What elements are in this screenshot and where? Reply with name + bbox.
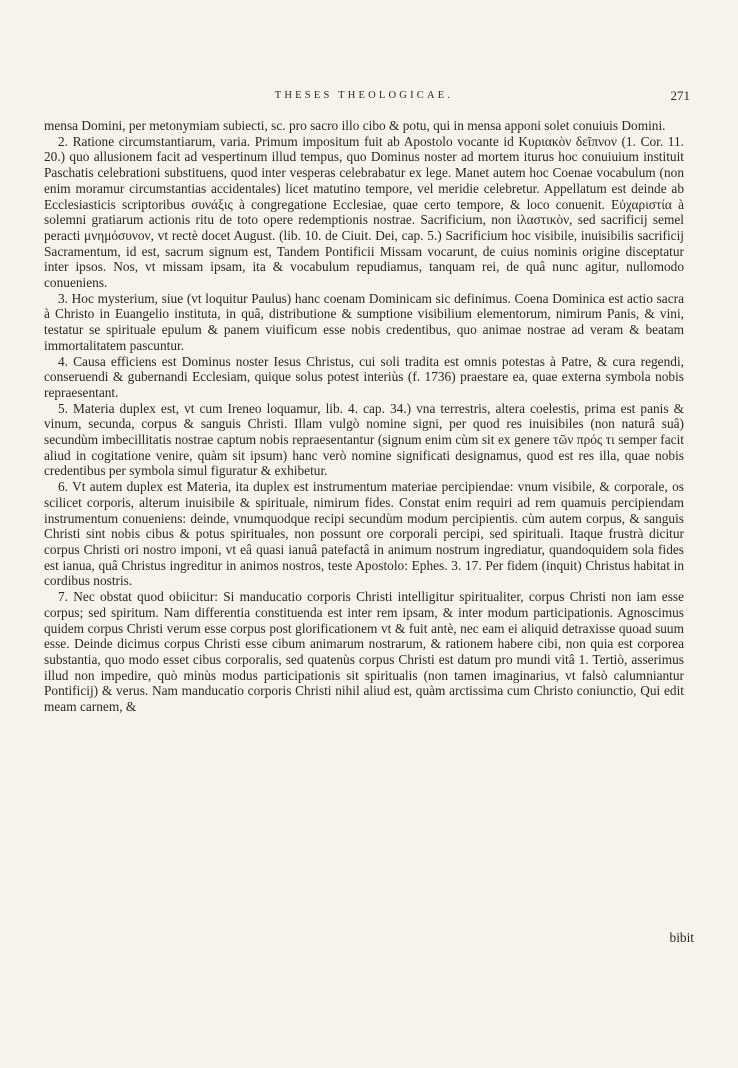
page-number: 271	[670, 88, 690, 103]
paragraph-3: 3. Hoc mysterium, siue (vt loquitur Paulus) hanc coenam Dominicam sic definimus. Coena Dominica est actio sacra à Christo in Euangelio instituta, in quâ, distributione & sumptione visibilium elementorum, nimirum Panis, & vini, testatur se spirituale epulum & panem viuificum esse nobis credentibus, quo animae nostrae ad veram & beatam immortalitatem pascuntur.	[44, 290, 684, 353]
paragraph-4: 4. Causa efficiens est Dominus noster Iesus Christus, cui soli tradita est omnis potestas à Patre, & cura regendi, conseruendi & gubernandi Ecclesiam, quique solus potest interiùs (f. 1736) praestare ea, quae externa symbola nobis repraesentant.	[44, 353, 684, 400]
paragraph-7: 7. Nec obstat quod obiicitur: Si manducatio corporis Christi intelligitur spiritualiter, corpus Christi non iam esse corpus; sed spiritum. Nam differentia constituenda est inter rem ipsam, & inter modum participationis. Agnoscimus quidem corpus Christi verum esse corpus post glorificationem vt & fuit antè, nec eam ei aliquid detraxisse quoad suum esse. Deinde dicimus corpus Christi esse cibum animarum nostrarum, & rationem habere cibi, non quia est corporea substantia, quo modo esset cibus corporalis, sed quatenùs corpus Christi est datum pro mundi vitâ 1. Tertiò, asserimus illud non impedire, quò minùs modus participationis sit spiritualis (non tamen imaginarius, vt falsò calumniantur Pontificij) & verus. Nam manducatio corporis Christi nihil aliud est, quàm arctissima cum Christo coniunctio, Qui edit meam carnem, &	[44, 589, 684, 715]
paragraph-2: 2. Ratione circumstantiarum, varia. Primum impositum fuit ab Apostolo vocante id Κυριακὸν δεῖπνον (1. Cor. 11. 20.) quo allusionem facit ad vespertinum illud tempus, quo Dominus noster ad mortem iturus hoc conuiuium instituit Paschatis celebrationi substituens, quod inter vesperas celebrabatur ex lege. Manet autem hoc Coenae vocabulum (non enim moramur circumstantias accidentales) licet matutino tempore, vel meridie celebretur. Appellatum est deinde ab Ecclesiasticis scriptoribus συνάξις à congregatione Ecclesiae, quae certo tempore, & loco conuenit. Εὐχαριστία à solemni gratiarum actionis ritu de toto opere redemptionis nostrae. Sacrificium, non ἱλαστικὸν, sed sacrificij semel peracti μνημόσυνον, vt rectè docet August. (lib. 10. de Ciuit. Dei, cap. 5.) Sacrificium hoc visibile, inuisibilis sacrificij Sacramentum, id est, sacrum signum est, Tandem Pontificii Missam vocarunt, de cuius nominis origine disceptatur inter ipsos. Nos, vt missam ipsam, ita & vocabulum repudiamus, tanquam rei, de quâ nunc agitur, nullomodo conueniens.	[44, 133, 684, 291]
paragraph-5: 5. Materia duplex est, vt cum Ireneo loquamur, lib. 4. cap. 34.) vna terrestris, altera coelestis, prima est panis & vinum, secunda, corpus & sanguis Christi. Illam vulgò nomine signi, per quod res inuisibiles (non naturâ suâ) secundùm imbecillitatis nostrae captum nobis repraesentantur (signum enim cùm sit ex genere τῶν πρός τι semper facit aliud in cogitatione venire, quàm sit ipsum) hanc verò nomine significati designamus, quod est res illa, quae nobis credentibus per symbola simul figuratur & exhibetur.	[44, 400, 684, 479]
body-text	[44, 118, 684, 715]
running-title: THESES THEOLOGICAE.	[274, 90, 454, 101]
paragraph-6: 6. Vt autem duplex est Materia, ita duplex est instrumentum materiae percipiendae: vnum visibile, & corporale, os scilicet corporis, alterum inuisibile & spirituale, nimirum fides. Constat enim requiri ad rem quamuis percipiendam instrumentum conueniens: deinde, vnumquodque recipi secundùm modum percipientis. cùm autem corpus, & sanguis Christi sint nobis cibus & potus spirituales, non possunt ore corporali percipi, sed spirituali. Itaque frustrà dicitur corpus Christi ori nostro imponi, vt eâ quasi ianuâ patefactâ in animum nostrum ingrediatur, quandoquidem sola fides est ianua, quâ Christus ingreditur in animos nostros, teste Apostolo: Ephes. 3. 17. Per fidem (inquit) Christus habitat in cordibus nostris.	[44, 479, 684, 589]
catchword: bibit	[669, 930, 694, 945]
page-header	[44, 88, 690, 106]
paragraph-continuation: mensa Domini, per metonymiam subiecti, sc. pro sacro illo cibo & potu, qui in mensa apponi solet conuiuis Domini.	[44, 118, 666, 133]
